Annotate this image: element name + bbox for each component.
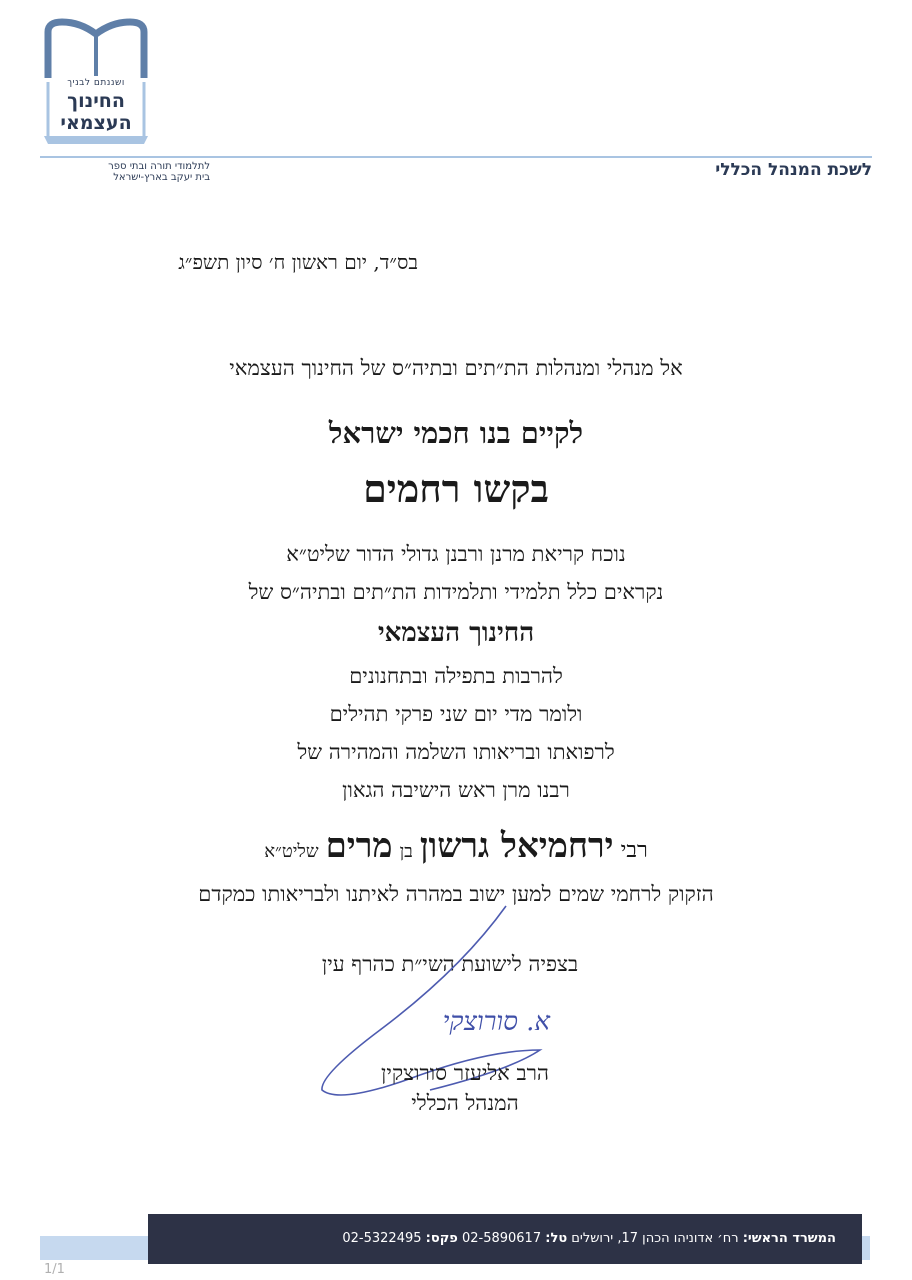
- signer-title: המנהל הכללי: [411, 1091, 519, 1115]
- footer-office-label: המשרד הראשי:: [742, 1231, 836, 1246]
- office-name: לשכת המנהל הכללי: [715, 160, 872, 180]
- footer-phone: 02-5890617: [461, 1231, 542, 1246]
- letter-date: בס״ד, יום ראשון ח׳ סיון תשפ״ג: [178, 250, 418, 274]
- footer-fax-label: פקס:: [425, 1231, 458, 1246]
- patient-name: ירחמיאל גרשון: [419, 826, 614, 866]
- body-line: להרבות בתפילה ובתחנונים: [349, 664, 563, 688]
- name-ben: בן: [399, 841, 413, 862]
- letter-subtitle: בקשו רחמים: [363, 466, 549, 511]
- letter-hope: בצפיה לישועת השי״ת כהרף עין: [321, 952, 579, 976]
- header-divider: [40, 156, 872, 158]
- logo-line2: העצמאי: [60, 112, 132, 134]
- body-line: לרפואתו ובריאותו השלמה והמהירה של: [297, 740, 615, 764]
- letter-title: לקיים בנו חכמי ישראל: [328, 416, 584, 450]
- header-sub-line1: לתלמודי תורה ובתי ספר: [108, 161, 210, 172]
- name-prefix: רבי: [620, 838, 648, 863]
- patient-name-line: [60, 826, 852, 866]
- header-subtitle: [40, 161, 210, 183]
- name-suffix: שליט״א: [264, 841, 319, 862]
- body-line: נוכח קריאת מרנן ורבנן גדולי הדור שליט״א: [286, 542, 626, 566]
- footer-bar: [148, 1214, 862, 1264]
- header-sub-line2: בית יעקב בארץ-ישראל: [113, 172, 210, 183]
- body-line: רבנו מרן ראש הישיבה הגאון: [342, 778, 570, 802]
- body-line: ולומר מדי יום שני פרקי תהילים: [329, 702, 583, 726]
- org-logo: [40, 18, 152, 150]
- mother-name: מרים: [325, 826, 393, 866]
- footer-phone-label: טל:: [545, 1231, 568, 1246]
- page-number: 1/1: [44, 1262, 65, 1277]
- signature-script: א. סורוצקי: [442, 1007, 550, 1037]
- letter-closing: הזקוק לרחמי שמים למען ישוב במהרה לאיתנו ולבריאותו כמקדם: [198, 882, 714, 906]
- body-line: נקראים כלל תלמידי ותלמידות הת״תים ובתיה״ס של: [248, 580, 664, 604]
- footer-address: רח׳ אדוניהו הכהן 17, ירושלים: [571, 1231, 739, 1246]
- logo-line1: החינוך: [67, 90, 125, 112]
- signer-name: הרב אליעזר סורוצקין: [381, 1061, 549, 1085]
- letter-addressee: אל מנהלי ומנהלות הת״תים ובתיה״ס של החינוך העצמאי: [229, 356, 683, 380]
- signer-block: [330, 1058, 600, 1118]
- body-line-emphasis: החינוך העצמאי: [377, 618, 535, 648]
- logo-tagline: ושננתם לבניך: [67, 78, 125, 88]
- footer-fax: 02-5322495: [342, 1231, 422, 1246]
